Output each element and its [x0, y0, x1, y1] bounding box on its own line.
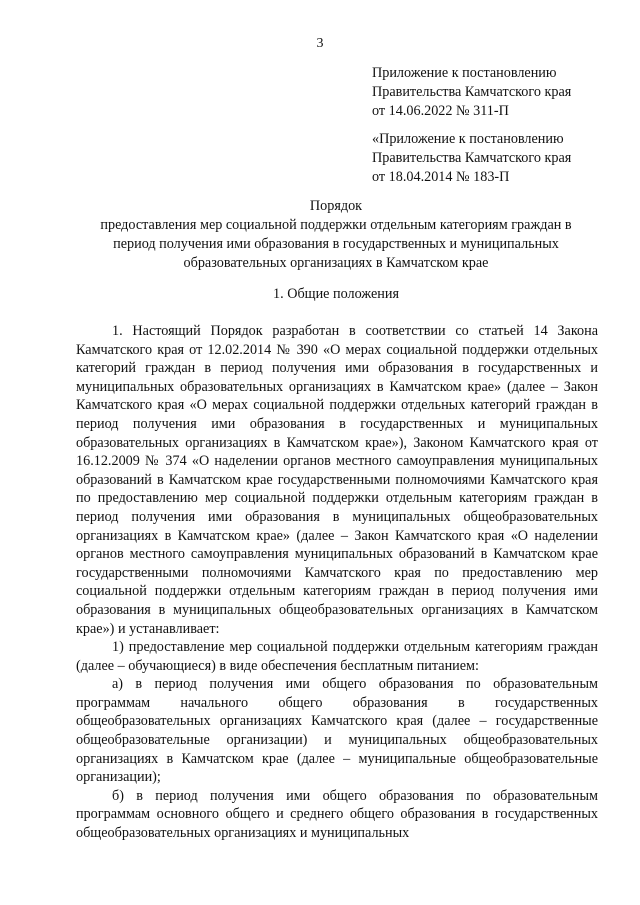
- appendix-current-line-3: от 14.06.2022 № 311-П: [372, 103, 509, 119]
- appendix-original-line-3: от 18.04.2014 № 183-П: [372, 169, 510, 185]
- title-line-3: период получения ими образования в государственных и муниципальных: [113, 236, 559, 252]
- appendix-header-current: [372, 64, 598, 121]
- appendix-current-line-2: Правительства Камчатского края: [372, 84, 572, 100]
- appendix-original-line-2: Правительства Камчатского края: [372, 150, 572, 166]
- title-line-2: предоставления мер социальной поддержки отдельным категориям граждан в: [100, 217, 572, 233]
- title-line-1: Порядок: [309, 198, 363, 214]
- paragraph-2: 1) предоставление мер социальной поддержки отдельным категориям граждан (далее – обучающиеся) в виде обеспечения бесплатным питанием:: [76, 639, 598, 674]
- title-line-4: образовательных организациях в Камчатском крае: [183, 255, 489, 271]
- paragraph-3: а) в период получения ими общего образования по образовательным программам начального общего образования в государственных общеобразовательных организациях Камчатского края (далее – государственные общеобразовательные организации) и муниципальных общеобразовательных организациях в Камчатском крае (далее – муниципальные общеобразовательные организации);: [76, 676, 598, 786]
- section-heading: 1. Общие положения: [273, 286, 399, 302]
- body-text: [76, 322, 598, 843]
- appendix-current-line-1: Приложение к постановлению: [372, 65, 557, 81]
- page-number: 3: [316, 36, 324, 51]
- paragraph-4: б) в период получения ими общего образования по образовательным программам основного общего и среднего общего образования в государственных общеобразовательных организациях и муниципальных: [76, 787, 598, 842]
- document-title: [72, 197, 600, 273]
- appendix-header-original: [372, 130, 598, 187]
- paragraph-1: 1. Настоящий Порядок разработан в соответствии со статьей 14 Закона Камчатского края от 12.02.2014 № 390 «О мерах социальной поддержки отдельных категорий граждан в период получения ими образования в государственных и муниципальных образовательных организациях в Камчатском крае» (далее – Закон Камчатского края «О мерах социальной поддержки отдельных категорий граждан в период получения ими образования в государственных и муниципальных образовательных организациях в Камчатском крае»), Законом Камчатского края от 16.12.2009 № 374 «О наделении органов местного самоуправления муниципальных образований в Камчатском крае государственными полномочиями Камчатского края по предоставлению мер социальной поддержки отдельным категориям граждан в период получения ими образования в муниципальных общеобразовательных организациях в Камчатском крае» (далее – Закон Камчатского края «О наделении органов местного самоуправления муниципальных образований в Камчатском крае государственными полномочиями Камчатского края по предоставлению мер социальной поддержки отдельным категориям граждан в период получения ими образования в муниципальных общеобразовательных организациях в Камчатском крае») и устанавливает:: [76, 323, 598, 637]
- appendix-original-line-1: «Приложение к постановлению: [372, 131, 564, 147]
